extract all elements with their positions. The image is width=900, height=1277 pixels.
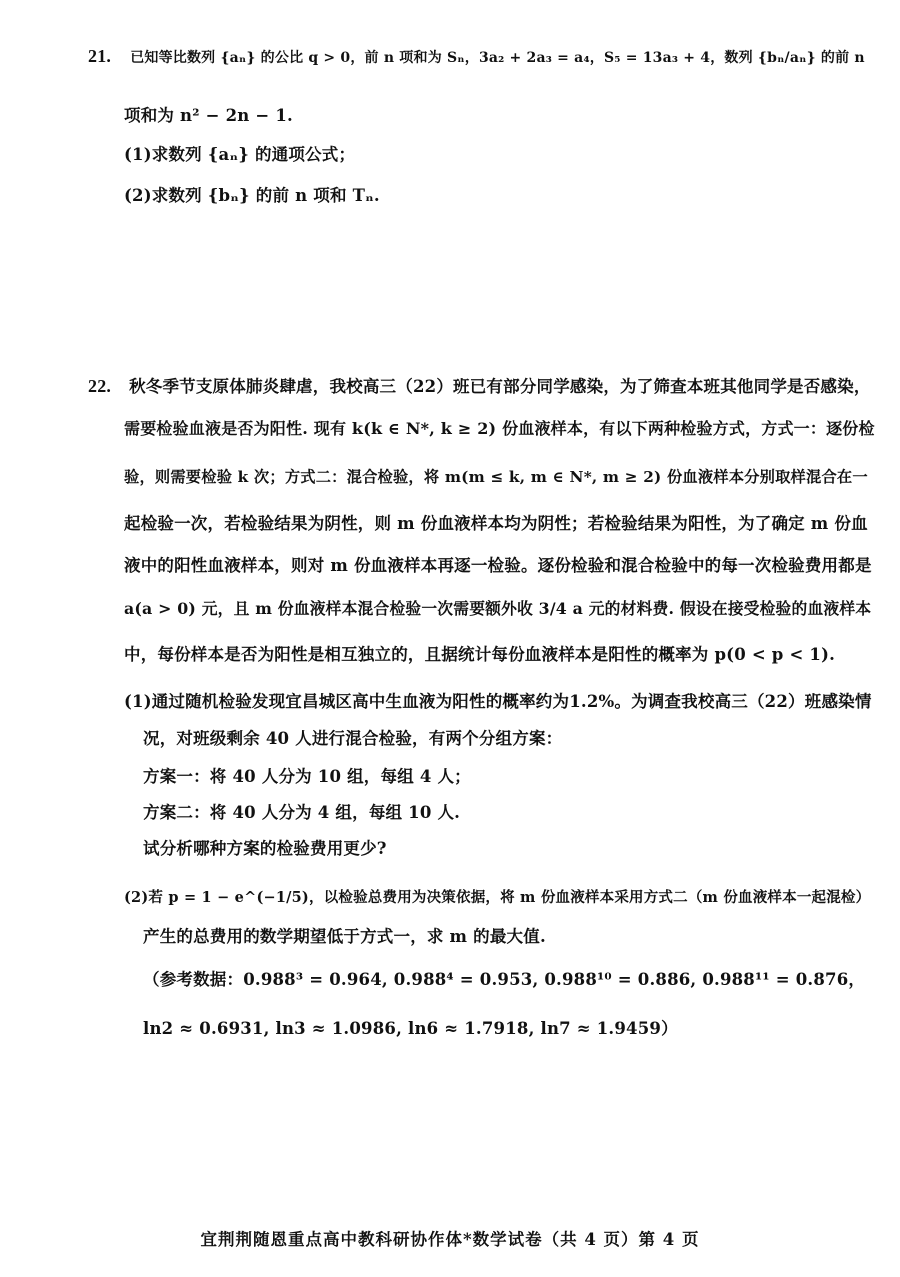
q21-number: 21. bbox=[88, 46, 112, 66]
q22-number: 22. bbox=[88, 376, 112, 396]
q22-part2-line: (2)若 p = 1 − e^(−1/5)，以检验总费用为决策依据，将 m 份血液样本采用方式二（m 份血液样本一起混检） bbox=[124, 889, 871, 906]
q22-part1-line: 况，对班级剩余 40 人进行混合检验，有两个分组方案： bbox=[143, 729, 563, 748]
q22-part1-line: (1)通过随机检验发现宜昌城区高中生血液为阳性的概率约为1.2%。为调查我校高三（22）班感染情 bbox=[124, 692, 872, 711]
q22-reference-data-line1: （参考数据：0.988³ = 0.964, 0.988⁴ = 0.953, 0.988¹⁰ = 0.886, 0.988¹¹ = 0.876， bbox=[143, 970, 866, 989]
q22-reference-data-line2: ln2 ≈ 0.6931, ln3 ≈ 1.0986, ln6 ≈ 1.7918, ln7 ≈ 1.9459） bbox=[143, 1019, 678, 1038]
q21-part2: (2)求数列 {bₙ} 的前 n 项和 Tₙ. bbox=[124, 186, 380, 205]
q21-stem-line1: 已知等比数列 {aₙ} 的公比 q > 0，前 n 项和为 Sₙ，3a₂ + 2a₃ = a₄，S₅ = 13a₃ + 4，数列 {bₙ/aₙ} 的前 n bbox=[130, 50, 865, 66]
q22-stem-line: 验，则需要检验 k 次；方式二：混合检验，将 m(m ≤ k, m ∈ N*, m ≥ 2) 份血液样本分别取样混合在一 bbox=[124, 468, 868, 486]
q22-part1-line: 试分析哪种方案的检验费用更少? bbox=[143, 839, 387, 858]
q22-line1 bbox=[88, 373, 871, 397]
q22-part1-line: 方案二：将 40 人分为 4 组，每组 10 人. bbox=[143, 803, 461, 822]
q22-stem-line: a(a > 0) 元，且 m 份血液样本混合检验一次需要额外收 3/4 a 元的材料费. 假设在接受检验的血液样本 bbox=[124, 599, 872, 618]
q22-part2-line: 产生的总费用的数学期望低于方式一，求 m 的最大值. bbox=[143, 927, 546, 946]
page-footer: 宜荆荆随恩重点高中教科研协作体*数学试卷（共 4 页）第 4 页 bbox=[200, 1230, 700, 1249]
q22-stem-line: 起检验一次，若检验结果为阴性，则 m 份血液样本均为阴性；若检验结果为阳性，为了确定 m 份血 bbox=[124, 514, 868, 533]
q21-stem-line2: 项和为 n² − 2n − 1. bbox=[124, 106, 293, 125]
q22-part1-line: 方案一：将 40 人分为 10 组，每组 4 人； bbox=[143, 767, 471, 786]
q22-stem-line: 秋冬季节支原体肺炎肆虐，我校高三（22）班已有部分同学感染，为了筛查本班其他同学是否感染， bbox=[129, 377, 871, 396]
q22-stem-line: 液中的阳性血液样本，则对 m 份血液样本再逐一检验。逐份检验和混合检验中的每一次检验费用都是 bbox=[124, 556, 872, 575]
q21-part1: (1)求数列 {aₙ} 的通项公式； bbox=[124, 145, 356, 164]
q21-line1 bbox=[88, 46, 865, 67]
q22-stem-line: 中，每份样本是否为阳性是相互独立的，且据统计每份血液样本是阳性的概率为 p(0 < p < 1). bbox=[124, 645, 836, 664]
q22-stem-line: 需要检验血液是否为阳性. 现有 k(k ∈ N*, k ≥ 2) 份血液样本，有以下两种检验方式，方式一：逐份检 bbox=[124, 419, 875, 438]
